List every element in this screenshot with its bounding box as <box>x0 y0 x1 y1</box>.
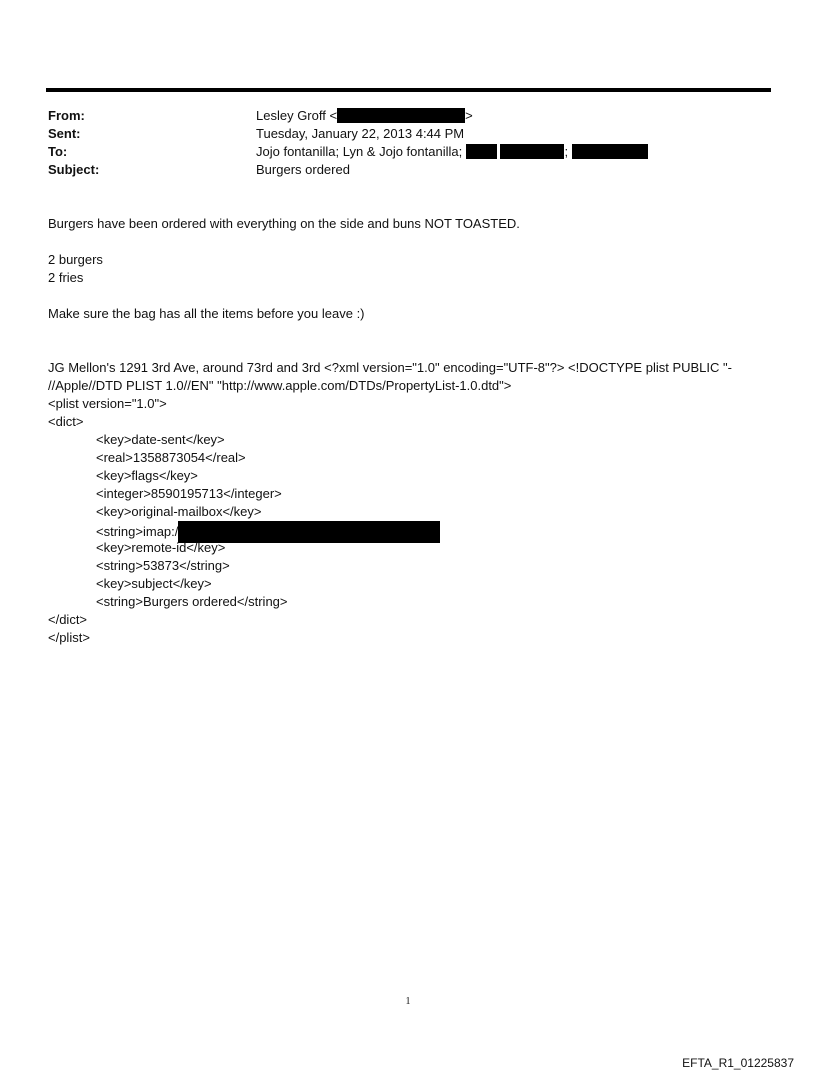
header-rule <box>46 88 771 92</box>
subject-label: Subject: <box>48 162 100 177</box>
from-close: > <box>465 108 473 123</box>
subject-value: Burgers ordered <box>256 162 350 177</box>
plist-line: <key>subject</key> <box>96 576 212 591</box>
plist-line: </plist> <box>48 630 90 645</box>
plist-line: <real>1358873054</real> <box>96 450 246 465</box>
body-line: //Apple//DTD PLIST 1.0//EN" "http://www.apple.com/DTDs/PropertyList-1.0.dtd"> <box>48 378 512 393</box>
plist-line: </dict> <box>48 612 88 627</box>
plist-line: <plist version="1.0"> <box>48 396 167 411</box>
from-value <box>256 107 473 125</box>
redaction-block <box>337 108 465 123</box>
page-number: 1 <box>405 996 411 1007</box>
to-separator: ; <box>564 144 569 159</box>
from-name: Lesley Groff < <box>256 108 338 123</box>
body-line: Burgers have been ordered with everything on the side and buns NOT TOASTED. <box>48 216 520 231</box>
sent-label: Sent: <box>48 126 81 141</box>
plist-line: <key>flags</key> <box>96 468 198 483</box>
to-value: Jojo fontanilla; Lyn & Jojo fontanilla; <box>256 144 463 159</box>
plist-line: <key>date-sent</key> <box>96 432 225 447</box>
plist-line: <integer>8590195713</integer> <box>96 486 282 501</box>
redaction-block <box>572 144 648 159</box>
plist-line: <dict> <box>48 414 84 429</box>
body-line: JG Mellon's 1291 3rd Ave, around 73rd and 3rd <?xml version="1.0" encoding="UTF-8"?> <!DOCTYPE plist PUBLIC "- <box>48 360 732 375</box>
from-label: From: <box>48 108 85 123</box>
body-line: 2 burgers <box>48 252 103 267</box>
redaction-block <box>466 144 497 159</box>
body-line: Make sure the bag has all the items before you leave :) <box>48 306 365 321</box>
sent-value: Tuesday, January 22, 2013 4:44 PM <box>256 126 465 141</box>
to-label: To: <box>48 144 68 159</box>
body-line: 2 fries <box>48 270 84 285</box>
redaction-block <box>500 144 564 159</box>
plist-line: <key>remote-id</key> <box>96 540 226 555</box>
plist-line: <string>53873</string> <box>96 558 230 573</box>
plist-line: <key>original-mailbox</key> <box>96 504 262 519</box>
to-value-group <box>256 143 648 161</box>
plist-text: <string>imap:/ <box>96 524 179 539</box>
document-id: EFTA_R1_01225837 <box>682 1056 794 1070</box>
plist-line: <string>Burgers ordered</string> <box>96 594 288 609</box>
